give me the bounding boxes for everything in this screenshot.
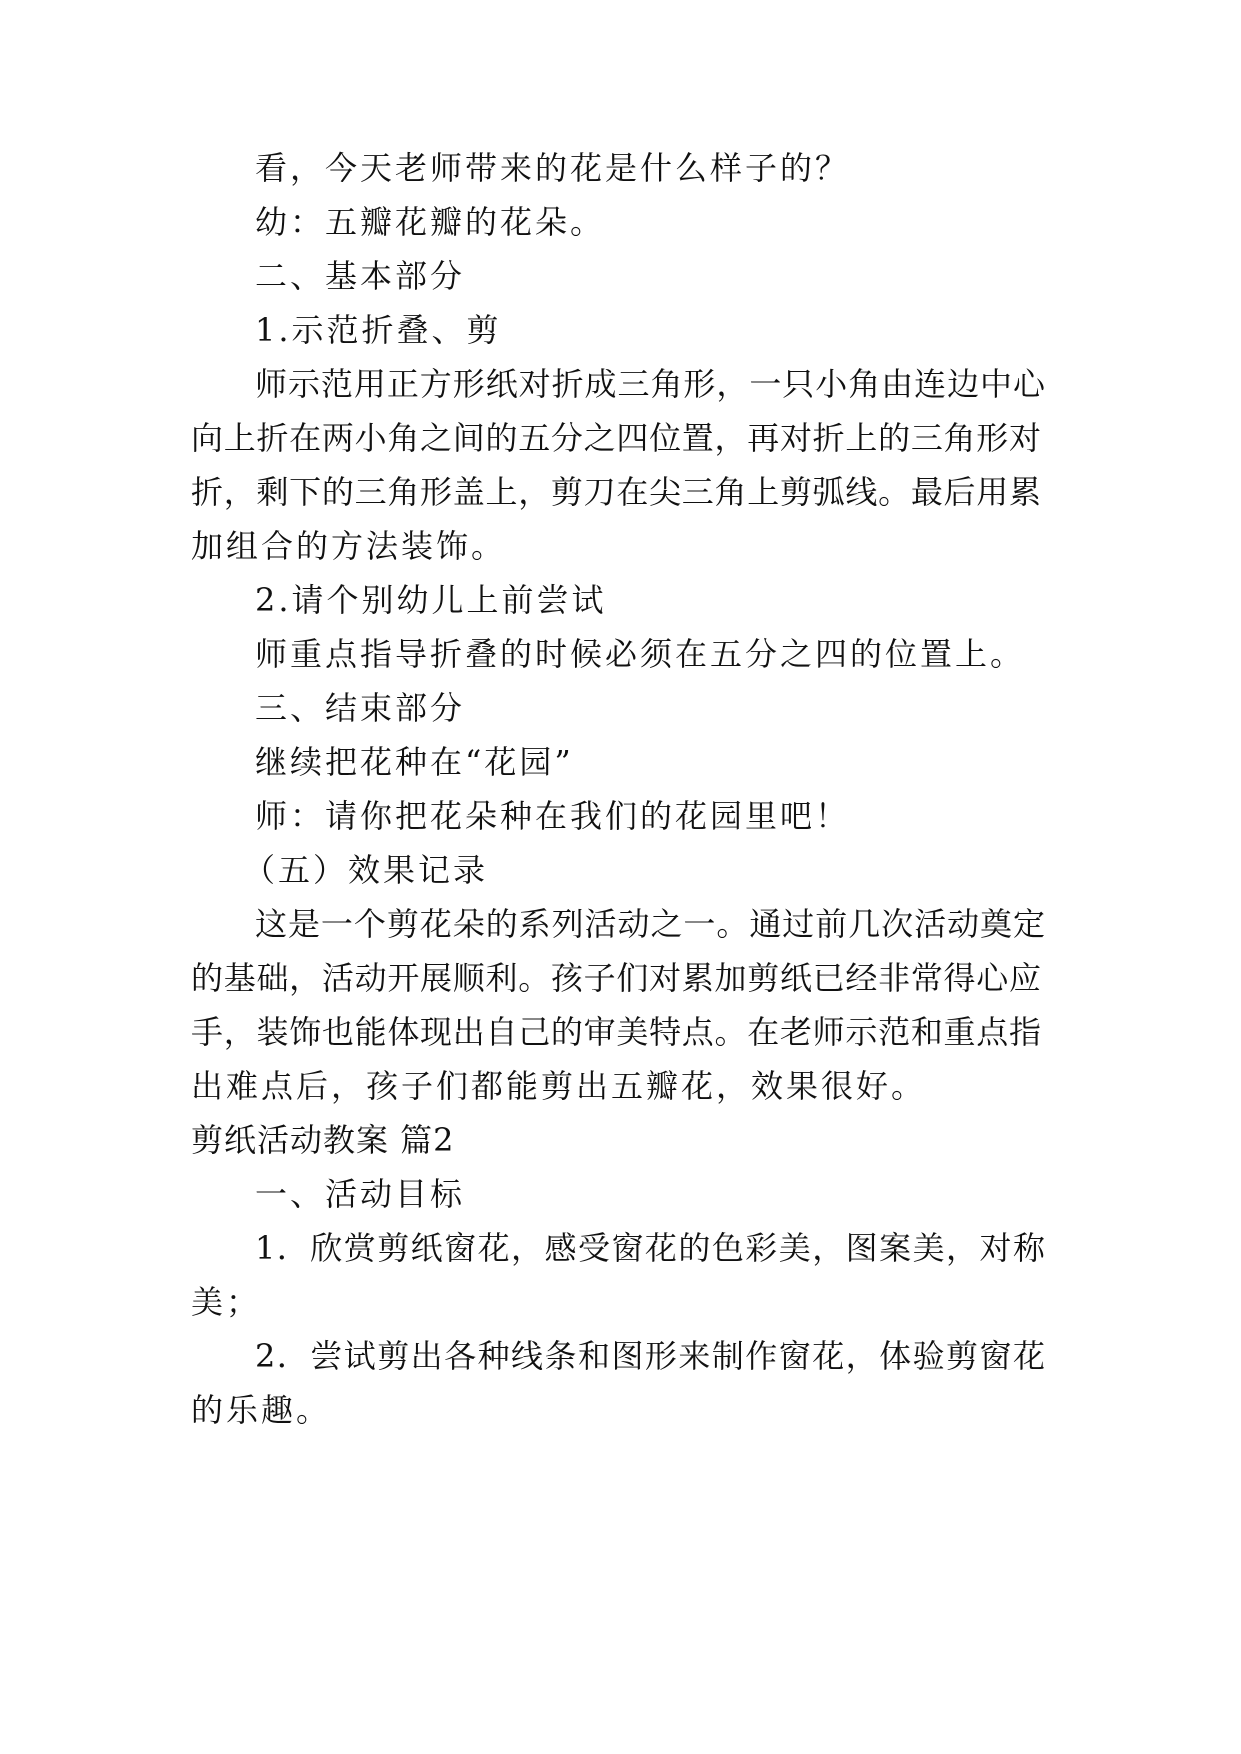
paragraph-line: 折，剩下的三角形盖上，剪刀在尖三角上剪弧线。最后用累 [191,473,1041,511]
paragraph-line: 出难点后，孩子们都能剪出五瓣花，效果很好。 [191,1067,927,1105]
subsection-heading: 2.请个别幼儿上前尝试 [255,581,607,619]
paragraph-line: 加组合的方法装饰。 [191,527,507,565]
paragraph-line: 的乐趣。 [191,1391,332,1429]
paragraph-line: 幼：五瓣花瓣的花朵。 [255,203,606,241]
paragraph-line: 向上折在两小角之间的五分之四位置，再对折上的三角形对 [191,419,1041,457]
paragraph-line: 师示范用正方形纸对折成三角形，一只小角由连边中心 [255,365,1045,403]
paragraph-line: 这是一个剪花朵的系列活动之一。通过前几次活动奠定 [255,905,1045,943]
paragraph-line: 手，装饰也能体现出自己的审美特点。在老师示范和重点指 [191,1013,1041,1051]
paragraph-line: 美； [191,1283,262,1321]
section-heading: （五）效果记录 [243,851,489,889]
document-title: 剪纸活动教案 篇2 [191,1121,455,1159]
paragraph-line: 师重点指导折叠的时候必须在五分之四的位置上。 [255,635,1026,673]
paragraph-line: 的基础，活动开展顺利。孩子们对累加剪纸已经非常得心应 [191,959,1041,997]
paragraph-line: 师：请你把花朵种在我们的花园里吧！ [255,797,851,835]
list-item: 2．尝试剪出各种线条和图形来制作窗花，体验剪窗花 [255,1337,1045,1375]
section-heading: 二、基本部分 [255,257,466,295]
list-item: 1．欣赏剪纸窗花，感受窗花的色彩美，图案美，对称 [255,1229,1045,1267]
subsection-heading: 1.示范折叠、剪 [255,311,502,349]
section-heading: 一、活动目标 [255,1175,466,1213]
paragraph-line: 继续把花种在“花园” [255,743,574,781]
paragraph-line: 看，今天老师带来的花是什么样子的？ [255,149,851,187]
section-heading: 三、结束部分 [255,689,466,727]
